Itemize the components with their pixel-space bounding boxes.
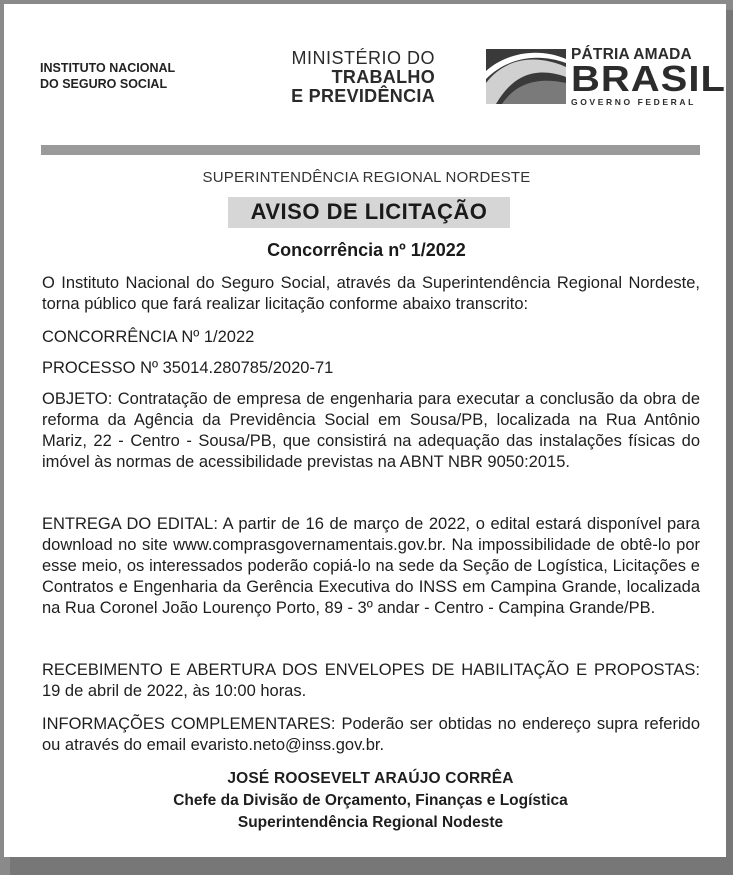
- institute-name: [40, 60, 175, 92]
- processo-line: PROCESSO Nº 35014.280785/2020-71: [42, 359, 334, 377]
- signatory-role: Chefe da Divisão de Orçamento, Finanças e Logística: [173, 792, 568, 809]
- recebimento-paragraph: RECEBIMENTO E ABERTURA DOS ENVELOPES DE HABILITAÇÃO E PROPOSTAS: 19 de abril de 2022, às 10:00 horas.: [42, 661, 700, 700]
- institute-line-1: INSTITUTO NACIONAL: [40, 61, 176, 75]
- brasil-subtitle: GOVERNO FEDERAL: [571, 97, 696, 107]
- brasil-wordmark: [571, 46, 726, 108]
- intro-paragraph: O Instituto Nacional do Seguro Social, através da Superintendência Regional Nordeste, torna público que fará realizar licitação conforme abaixo transcrito:: [42, 274, 700, 313]
- objeto-paragraph: OBJETO: Contratação de empresa de engenharia para executar a conclusão da obra de reforma da Agência da Previdência Social em Sousa/PB, localizada na Rua Antônio Mariz, 22 - Centro - Sousa/PB, que consistirá na adequação das instalações físicas do imóvel às normas de acessibilidade previstas na ABNT NBR 9050:2015.: [42, 390, 700, 471]
- brasil-arch-logo-icon: [486, 49, 566, 104]
- signatory-name: JOSÉ ROOSEVELT ARAÚJO CORRÊA: [227, 770, 514, 787]
- ministry-name: [260, 49, 435, 106]
- ministry-line-3: E PREVIDÊNCIA: [291, 86, 435, 106]
- header-divider: [41, 145, 700, 155]
- concorrencia-line: CONCORRÊNCIA Nº 1/2022: [42, 328, 255, 346]
- signatory-department: Superintendência Regional Nodeste: [237, 814, 504, 831]
- brasil-tagline: PÁTRIA AMADA: [571, 46, 692, 63]
- informacoes-paragraph: INFORMAÇÕES COMPLEMENTARES: Poderão ser obtidas no endereço supra referido ou através do email evaristo.neto@inss.gov.br.: [42, 715, 700, 754]
- notice-subtitle: Concorrência nº 1/2022: [267, 240, 466, 260]
- superintendence-heading: SUPERINTENDÊNCIA REGIONAL NORDESTE: [202, 169, 531, 186]
- notice-title: AVISO DE LICITAÇÃO: [250, 199, 488, 224]
- ministry-line-1: MINISTÉRIO DO: [291, 48, 435, 68]
- brasil-title: BRASIL: [571, 59, 726, 99]
- frame-shadow-bottom: [10, 857, 733, 875]
- entrega-edital-paragraph: ENTREGA DO EDITAL: A partir de 16 de março de 2022, o edital estará disponível para download no site www.comprasgovernamentais.gov.br. Na impossibilidade de obtê-lo por esse meio, os interessados poderão copiá-lo na sede da Seção de Logística, Licitações e Contratos e Engenharia da Gerência Executiva do INSS em Campina Grande, localizada na Rua Coronel João Lourenço Porto, 89 - 3º andar - Centro - Campina Grande/PB.: [42, 515, 700, 617]
- ministry-line-2: TRABALHO: [331, 67, 435, 87]
- frame-shadow-right: [726, 10, 733, 875]
- institute-line-2: DO SEGURO SOCIAL: [40, 77, 168, 91]
